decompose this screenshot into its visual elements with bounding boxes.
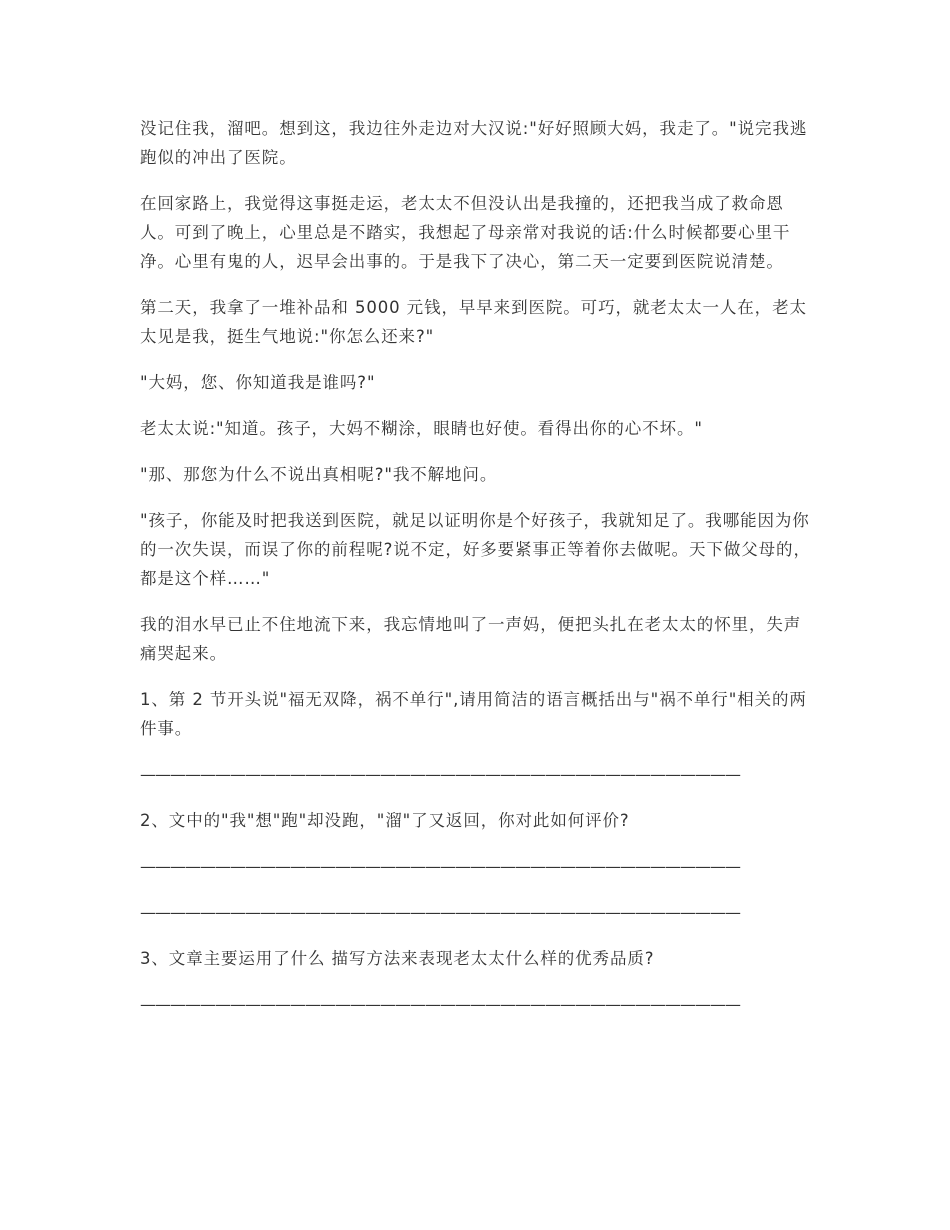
story-paragraph-7: "孩子，你能及时把我送到医院，就足以证明你是个好孩子，我就知足了。我哪能因为你的一次失误，而误了你的前程呢?说不定，好多要紧事正等着你去做呢。天下做父母的，都是这个样……" (140, 511, 811, 588)
question-3: 3、文章主要运用了什么 描写方法来表现老太太什么样的优秀品质? (140, 949, 655, 968)
question-2: 2、文中的"我"想"跑"却没跑，"溜"了又返回，你对此如何评价? (140, 811, 630, 830)
document-page (140, 114, 812, 1036)
story-paragraph-5: 老太太说:"知道。孩子，大妈不糊涂，眼睛也好使。看得出你的心不坏。" (140, 419, 703, 438)
answer-line-q2-b: ———————————————————————————————————————— (140, 903, 740, 922)
story-paragraph-2: 在回家路上，我觉得这事挺走运，老太太不但没认出是我撞的，还把我当成了救命恩人。可到了晚上，心里总是不踏实，我想起了母亲常对我说的话:什么时候都要心里干净。心里有鬼的人，迟早会出事的。于是我下了决心，第二天一定要到医院说清楚。 (140, 194, 791, 271)
answer-line-q2-a: ———————————————————————————————————————— (140, 857, 740, 876)
story-paragraph-8: 我的泪水早已止不住地流下来，我忘情地叫了一声妈，便把头扎在老太太的怀里，失声痛哭起来。 (140, 615, 802, 663)
answer-line-q1: ———————————————————————————————————————— (140, 765, 740, 784)
story-paragraph-4: "大妈，您、你知道我是谁吗?" (140, 373, 376, 392)
question-1: 1、第 2 节开头说"福无双降，祸不单行",请用简洁的语言概括出与"祸不单行"相关的两件事。 (140, 690, 807, 738)
story-paragraph-3: 第二天，我拿了一堆补品和 5000 元钱，早早来到医院。可巧，就老太太一人在，老太太见是我，挺生气地说:"你怎么还来?" (140, 298, 807, 346)
answer-line-q3: ———————————————————————————————————————— (140, 995, 740, 1014)
story-paragraph-6: "那、那您为什么不说出真相呢?"我不解地问。 (140, 465, 498, 484)
story-paragraph-1: 没记住我，溜吧。想到这，我边往外走边对大汉说:"好好照顾大妈，我走了。"说完我逃跑似的冲出了医院。 (140, 119, 808, 167)
